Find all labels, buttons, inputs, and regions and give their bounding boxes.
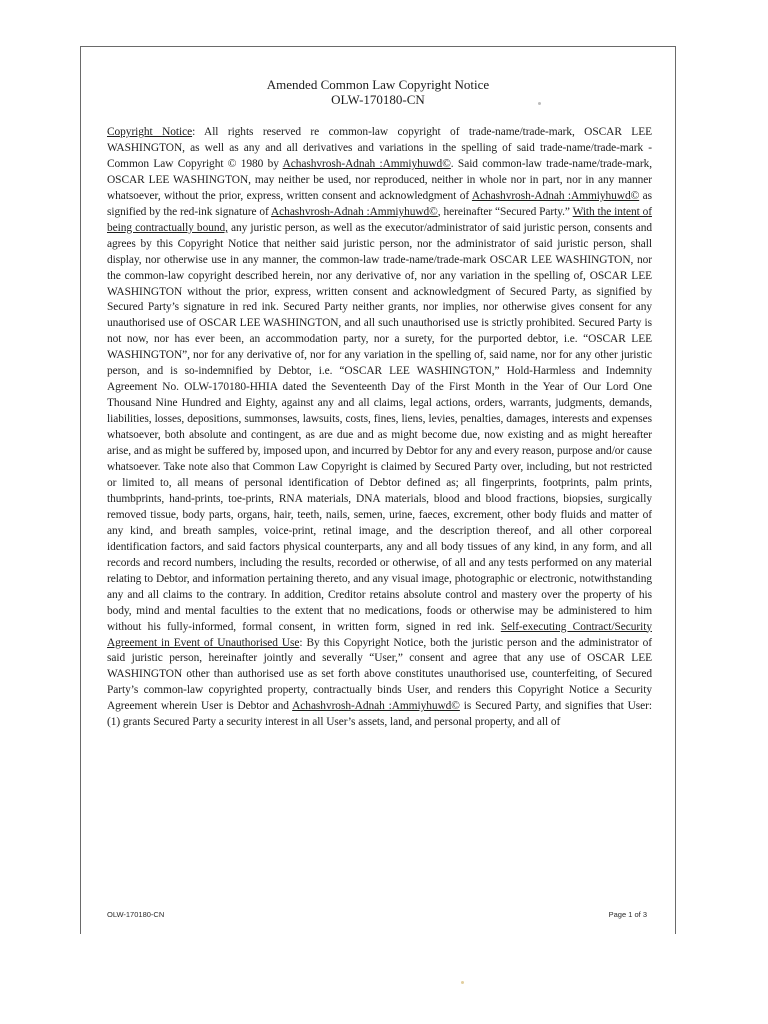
body-text-segment: : By this Copyright Notice, both the juristic person and the administrator of said juristic person, hereinafter jointly and severally “User,” consent and agree that any use of OSCAR LEE WASHINGTON other than authorised use as set forth above constitutes unauthorised use, counterfeiting, of Secured Party’s common-law copyrighted property, contractually binds User, and renders this Copyright Notice a Security Agreement wherein User is Debtor and <box>107 636 652 713</box>
body-text-segment: as signified by the red-ink signature of <box>107 189 653 218</box>
notice-body <box>107 125 652 731</box>
body-text-segment: . Said common-law trade-name/trade-mark, OSCAR LEE WASHINGTON, may neither be used, nor reproduced, neither in whole nor in part, nor in any manner whatsoever, without the prior, express, written consent and acknowledgment of <box>107 157 652 202</box>
intent-clause: With the intent of being contractually bound, <box>107 205 652 234</box>
party-name: Achashvrosh-Adnah :Ammiyhuwd© <box>282 157 451 170</box>
party-name: Achashvrosh-Adnah :Ammiyhuwd© <box>271 205 438 218</box>
document-header <box>81 77 675 107</box>
page-footer <box>107 910 647 919</box>
section-heading-security-agreement: Self-executing Contract/Security Agreement in Event of Unauthorised Use <box>107 620 652 649</box>
document-title: Amended Common Law Copyright Notice <box>266 77 490 92</box>
document-page <box>80 46 676 934</box>
party-name: Achashvrosh-Adnah :Ammiyhuwd© <box>471 189 640 202</box>
scan-speck <box>461 981 464 984</box>
body-text-segment: any juristic person, as well as the executor/administrator of said juristic person, consents and agrees by this Copyright Notice that neither said juristic person, nor the administrator of said juristic person, shall display, nor otherwise use in any manner, the common-law trade-name/trade-mark OSCAR LEE WASHINGTON, nor the common-law copyright described herein, nor any derivative of, nor any variation in the spelling of, OSCAR LEE WASHINGTON without the prior, express, written consent and acknowledgment of Secured Party, as signified by Secured Party’s signature in red ink. Secured Party neither grants, nor implies, nor otherwise gives consent for any unauthorised use of OSCAR LEE WASHINGTON, and all such unauthorised use is strictly prohibited. Secured Party is not now, nor has ever been, an accommodation party, nor a surety, for the purported debtor, i.e. “OSCAR LEE WASHINGTON”, nor for any derivative of, nor for any variation in the spelling of, said name, nor for any other juristic person, and is so-indemnified by Debtor, i.e. “OSCAR LEE WASHINGTON,” Hold-Harmless and Indemnity Agreement No. OLW-170180-HHIA dated the Seventeenth Day of the First Month in the Year of Our Lord One Thousand Nine Hundred and Eighty, against any and all claims, legal actions, orders, warrants, judgments, demands, liabilities, losses, depositions, summonses, lawsuits, costs, fines, liens, levies, penalties, damages, interests and expenses whatsoever, both absolute and contingent, as are due and as might become due, now existing and as might hereafter arise, and as might be suffered by, imposed upon, and incurred by Debtor for any and every reason, purpose and/or cause whatsoever. Take note also that Common Law Copyright is claimed by Secured Party over, including, but not restricted or limited to, all means of personal identification of Debtor defined as; all fingerprints, footprints, palm prints, thumbprints, hand-prints, toe-prints, RNA materials, DNA materials, blood and blood fractions, biopsies, surgically removed tissue, body parts, organs, hair, teeth, nails, semen, urine, faeces, excrement, other body fluids and matter of any kind, and breath samples, voice-print, retinal image, and the description thereof, and all other corporeal identification factors, and said factors physical counterparts, any and all body tissues of any kind, in any form, and all records and record numbers, including the results, recorded or otherwise, of all and any tests performed on any material relating to Debtor, and information pertaining thereto, and any visual image, photographic or electronic, notwithstanding any and all claims to the contrary. In addition, Creditor retains absolute control and mastery over the property of his body, mind and mental faculties to the extent that no medications, foods or otherwise may be administered to him without his fully-informed, formal consent, in written form, signed in red ink. <box>107 221 652 633</box>
body-text-segment: is Secured Party, and signifies that User: (1) grants Secured Party a security interest in all User’s assets, land, and personal property, and all of <box>107 700 652 729</box>
scan-speck <box>538 102 541 105</box>
body-text-segment: , hereinafter “Secured Party.” <box>437 205 573 218</box>
footer-document-id: OLW-170180-CN <box>107 910 165 919</box>
section-heading-copyright-notice: Copyright Notice <box>107 126 193 138</box>
party-name: Achashvrosh-Adnah :Ammiyhuwd© <box>292 700 460 713</box>
page-number: Page 1 of 3 <box>608 910 647 919</box>
document-id: OLW-170180-CN <box>331 92 425 107</box>
body-text-segment: : All rights reserved re common-law copyright of trade-name/trade-mark, OSCAR LEE WASHINGTON, as well as any and all derivatives and variations in the spelling of said trade-name/trade-mark - Common Law Copyright © 1980 by <box>107 126 652 170</box>
